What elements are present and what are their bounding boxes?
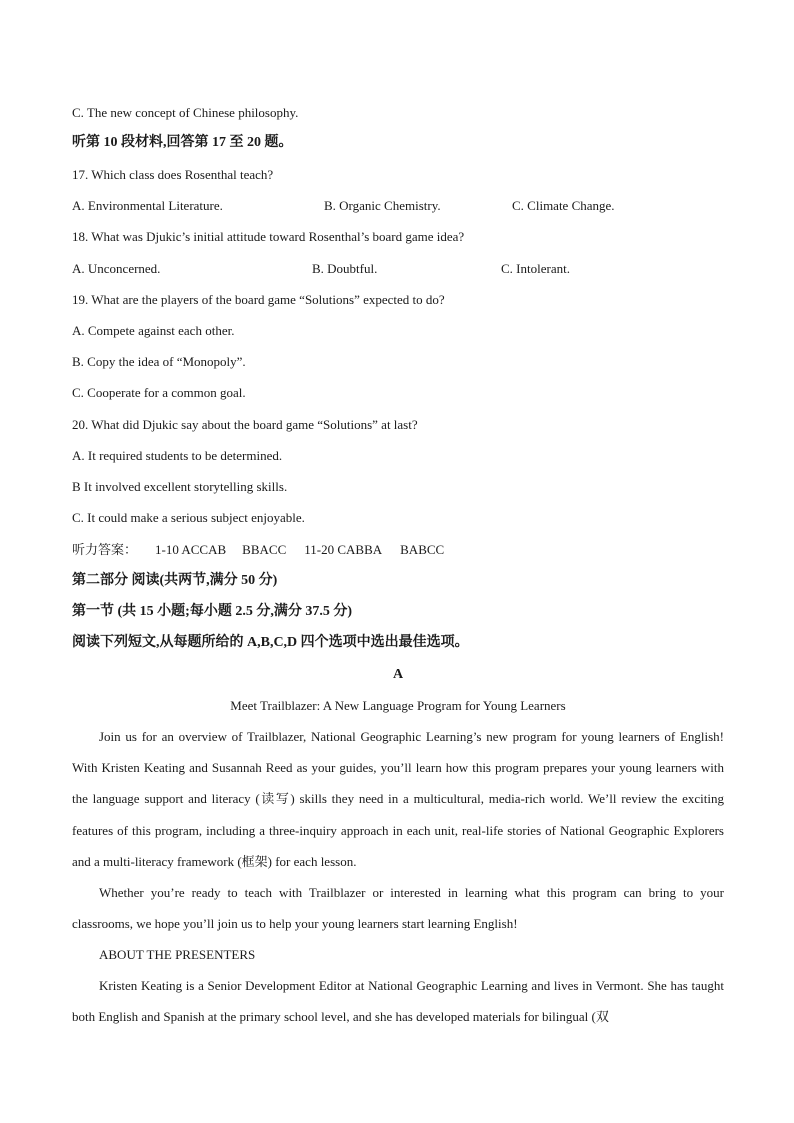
answers-group-1: 1-10 ACCAB <box>155 542 227 557</box>
question-20-option-a: A. It required students to be determined. <box>72 448 283 463</box>
reading-instructions: 阅读下列短文,从每题所给的 A,B,C,D 四个选项中选出最佳选项。 <box>72 635 469 650</box>
section1-heading: 第一节 (共 15 小题;每小题 2.5 分,满分 37.5 分) <box>72 604 352 619</box>
part2-heading: 第二部分 阅读(共两节,满分 50 分) <box>72 573 278 588</box>
answers-label: 听力答案： <box>72 542 138 557</box>
question-19-option-a: A. Compete against each other. <box>72 323 235 338</box>
section10-heading: 听第 10 段材料,回答第 17 至 20 题。 <box>72 135 293 150</box>
passage-paragraph-3: Kristen Keating is a Senior Development Editor at National Geographic Learning and lives in Vermont. She has taught both English and Spanish at the primary school level, and she has developed materials for bilingual (双 <box>72 978 724 1025</box>
question-17-option-b: B. Organic Chemistry. <box>324 198 441 213</box>
question-18-stem: 18. What was Djukic’s initial attitude toward Rosenthal’s board game idea? <box>72 229 465 244</box>
q16-option-c: C. The new concept of Chinese philosophy. <box>72 105 299 120</box>
question-17-option-a: A. Environmental Literature. <box>72 198 223 213</box>
answers-group-2: BBACC <box>242 542 287 557</box>
question-18-option-c: C. Intolerant. <box>501 261 570 276</box>
passage-paragraph-1: Join us for an overview of Trailblazer, National Geographic Learning’s new program for young learners of English! With Kristen Keating and Susannah Reed as your guides, you’ll learn how this program prepares your young learners with the language support and literacy (读写) skills they need in a multicultural, media-rich world. We’ll review the exciting features of this program, including a three-inquiry approach in each unit, real-life stories of National Geographic Explorers and a multi-literacy framework (框架) for each lesson. <box>72 729 724 869</box>
question-17-stem: 17. Which class does Rosenthal teach? <box>72 167 274 182</box>
question-19-option-c: C. Cooperate for a common goal. <box>72 385 246 400</box>
passage-letter: A <box>392 667 404 682</box>
question-20-option-c: C. It could make a serious subject enjoyable. <box>72 510 305 525</box>
answers-group-4: BABCC <box>400 542 445 557</box>
passage-title: Meet Trailblazer: A New Language Program for Young Learners <box>230 698 566 713</box>
presenters-heading: ABOUT THE PRESENTERS <box>99 947 256 962</box>
listening-answers <box>72 542 444 558</box>
question-19-stem: 19. What are the players of the board game “Solutions” expected to do? <box>72 292 445 307</box>
question-18-option-a: A. Unconcerned. <box>72 261 161 276</box>
passage-paragraph-2: Whether you’re ready to teach with Trailblazer or interested in learning what this program can bring to your classrooms, we hope you’ll join us to help your young learners start learning English! <box>72 885 724 932</box>
question-19-option-b: B. Copy the idea of “Monopoly”. <box>72 354 246 369</box>
question-18-option-b: B. Doubtful. <box>312 261 378 276</box>
question-17-option-c: C. Climate Change. <box>512 198 615 213</box>
question-20-stem: 20. What did Djukic say about the board game “Solutions” at last? <box>72 417 418 432</box>
question-20-option-b: B It involved excellent storytelling skills. <box>72 479 288 494</box>
answers-group-3: 11-20 CABBA <box>304 542 383 557</box>
